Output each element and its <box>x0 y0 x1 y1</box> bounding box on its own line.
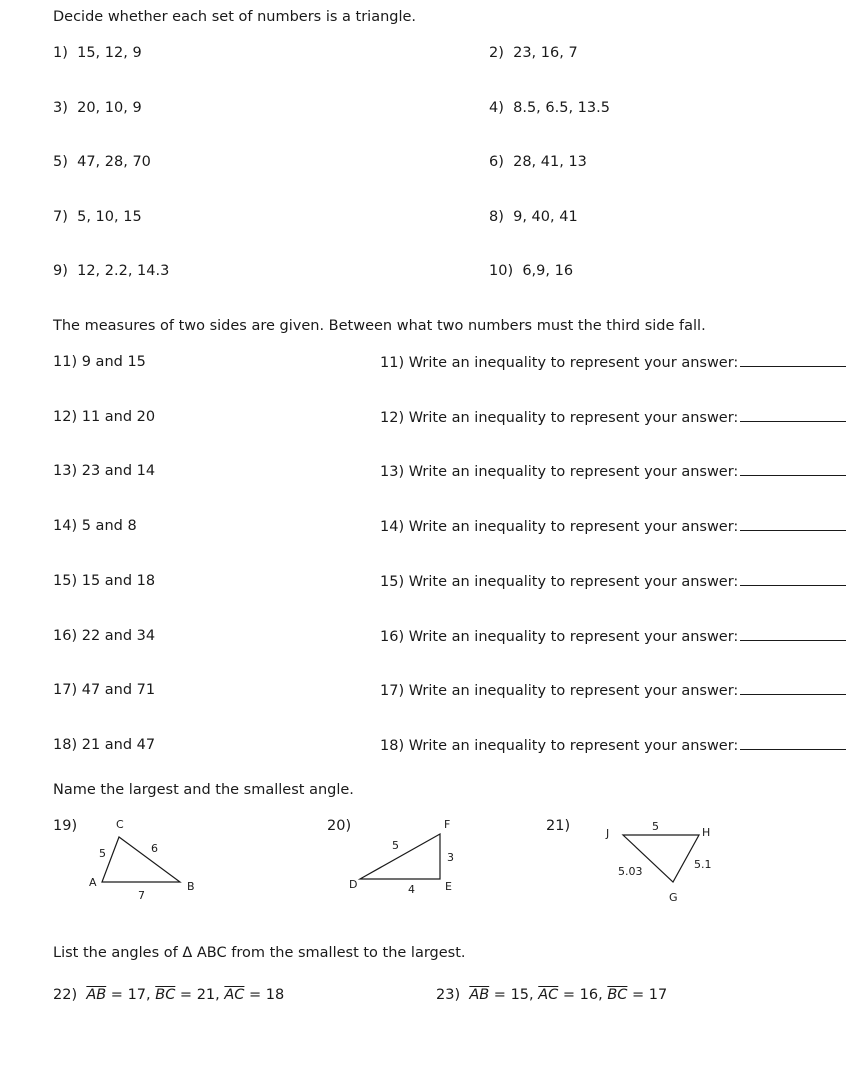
side-ac-label: 5 <box>99 847 106 860</box>
inequality-prompt <box>380 737 846 754</box>
triangle-abc <box>102 837 180 882</box>
problem-values: 47, 28, 70 <box>77 154 151 170</box>
segment-ab-label: $\overline{AB}$ <box>86 987 107 1003</box>
vertex-c-label: C <box>116 818 124 831</box>
side-pair-problem <box>53 518 137 534</box>
segment-bc-label: $\overline{BC}$ <box>607 987 628 1003</box>
segment-bc-value: = 17 <box>627 987 668 1003</box>
side-pair-values: 5 and 8 <box>81 518 137 535</box>
vertex-h-label: H <box>702 826 711 839</box>
triangle-problem <box>489 45 578 61</box>
problem-number: 15) <box>53 572 78 589</box>
side-jh-label: 5 <box>652 820 659 833</box>
side-fe-label: 3 <box>447 851 454 864</box>
problem-values: 23, 16, 7 <box>513 45 578 61</box>
triangle-problem <box>53 263 169 279</box>
inequality-prompt-text: Write an inequality to represent your answer: <box>408 519 739 536</box>
problem-number: 5) <box>53 154 68 170</box>
triangle-problem <box>489 263 573 279</box>
inequality-prompt <box>380 409 846 426</box>
side-df-label: 5 <box>392 839 399 852</box>
side-de-label: 4 <box>408 883 415 896</box>
triangle-problem <box>53 100 142 116</box>
side-pair-values: 21 and 47 <box>81 736 156 753</box>
inequality-prompt <box>380 354 846 371</box>
inequality-prompt-text: Write an inequality to represent your answer: <box>408 355 739 371</box>
side-pair-values: 9 and 15 <box>81 354 146 370</box>
problem-number: 9) <box>53 263 68 279</box>
answer-blank[interactable] <box>740 518 846 531</box>
triangle-problem <box>53 45 142 61</box>
vertex-a-label: A <box>89 876 97 889</box>
segment-bc-value: = 21, <box>175 987 225 1003</box>
vertex-g-label: G <box>669 891 678 904</box>
answer-blank[interactable] <box>740 354 846 367</box>
problem-number: 12) <box>380 409 405 426</box>
triangle-problem <box>53 154 151 170</box>
problem-number: 6) <box>489 154 504 170</box>
triangle-jhg-figure <box>598 812 728 907</box>
problem-values: 20, 10, 9 <box>77 99 142 116</box>
triangle-problem <box>489 209 578 225</box>
problem-22 <box>53 987 284 1003</box>
section2-instruction: The measures of two sides are given. Between what two numbers must the third side fall. <box>53 318 706 334</box>
vertex-b-label: B <box>187 880 195 893</box>
side-pair-values: 15 and 18 <box>81 572 156 589</box>
side-jg-label: 5.03 <box>618 865 643 878</box>
segment-ac-label: $\overline{AC}$ <box>538 987 559 1003</box>
section4-instruction: List the angles of Δ ABC from the smallest to the largest. <box>53 945 466 961</box>
section1-instruction: Decide whether each set of numbers is a triangle. <box>53 9 417 25</box>
inequality-prompt-text: Write an inequality to represent your answer: <box>408 683 739 700</box>
problem-number: 17) <box>380 683 405 700</box>
vertex-f-label: F <box>444 818 451 831</box>
side-pair-values: 23 and 14 <box>81 463 156 480</box>
problem-20-number: 20) <box>327 818 352 834</box>
triangle-problem <box>489 100 610 116</box>
inequality-prompt <box>380 573 846 590</box>
vertex-e-label: E <box>445 880 452 893</box>
triangle-abc-figure <box>80 812 210 907</box>
side-pair-problem <box>53 354 146 370</box>
side-pair-problem <box>53 463 155 479</box>
problem-values: 12, 2.2, 14.3 <box>77 263 170 279</box>
inequality-prompt <box>380 518 846 535</box>
problem-number: 11) <box>53 354 78 370</box>
problem-values: 15, 12, 9 <box>77 45 142 61</box>
problem-number: 12) <box>53 408 78 425</box>
problem-number: 8) <box>489 208 504 225</box>
problem-values: 28, 41, 13 <box>513 154 587 170</box>
section3-instruction: Name the largest and the smallest angle. <box>53 782 354 798</box>
problem-number: 18) <box>380 737 405 754</box>
problem-19-number: 19) <box>53 818 78 834</box>
problem-number: 16) <box>53 627 78 644</box>
problem-number: 17) <box>53 682 78 699</box>
answer-blank[interactable] <box>740 463 846 476</box>
problem-number: 4) <box>489 99 504 116</box>
segment-ac-label: $\overline{AC}$ <box>224 987 245 1003</box>
inequality-prompt-text: Write an inequality to represent your answer: <box>408 628 739 645</box>
problem-values: 8.5, 6.5, 13.5 <box>513 99 610 116</box>
side-pair-values: 47 and 71 <box>81 682 156 699</box>
problem-number: 3) <box>53 99 68 116</box>
side-pair-problem <box>53 409 155 425</box>
problem-number: 14) <box>53 518 78 535</box>
problem-21-number: 21) <box>546 818 571 834</box>
problem-number: 1) <box>53 45 68 61</box>
answer-blank[interactable] <box>740 737 846 750</box>
problem-number: 16) <box>380 628 405 645</box>
problem-values: 6,9, 16 <box>522 263 574 279</box>
problem-number: 13) <box>53 463 78 480</box>
problem-values: 9, 40, 41 <box>513 208 578 225</box>
problem-number: 11) <box>380 355 405 371</box>
side-pair-problem <box>53 628 155 644</box>
vertex-j-label: J <box>606 827 610 840</box>
inequality-prompt <box>380 628 846 645</box>
inequality-prompt-text: Write an inequality to represent your answer: <box>408 573 739 590</box>
side-pair-values: 22 and 34 <box>81 627 156 644</box>
problem-number: 18) <box>53 736 78 753</box>
problem-number: 10) <box>489 263 514 279</box>
side-hg-label: 5.1 <box>694 858 712 871</box>
side-pair-problem <box>53 573 155 589</box>
segment-ab-value: = 15, <box>489 987 539 1003</box>
problem-number: 13) <box>380 464 405 481</box>
triangle-def-figure <box>340 812 470 907</box>
segment-ac-value: = 16, <box>558 987 608 1003</box>
triangle-problem <box>489 154 587 170</box>
segment-ab-label: $\overline{AB}$ <box>469 987 490 1003</box>
problem-number: 7) <box>53 208 68 225</box>
problem-22-number: 22) <box>53 987 78 1003</box>
inequality-prompt-text: Write an inequality to represent your answer: <box>408 737 739 754</box>
side-ab-label: 7 <box>138 889 145 902</box>
answer-blank[interactable] <box>740 682 846 695</box>
triangle-def <box>360 834 440 879</box>
side-pair-values: 11 and 20 <box>81 408 156 425</box>
segment-ab-value: = 17, <box>106 987 156 1003</box>
problem-number: 15) <box>380 573 405 590</box>
answer-blank[interactable] <box>740 628 846 641</box>
answer-blank[interactable] <box>740 409 846 422</box>
inequality-prompt <box>380 463 846 480</box>
problem-number: 2) <box>489 45 504 61</box>
vertex-d-label: D <box>349 878 358 891</box>
triangle-problem <box>53 209 142 225</box>
segment-bc-label: $\overline{BC}$ <box>155 987 176 1003</box>
side-pair-problem <box>53 682 155 698</box>
side-pair-problem <box>53 737 155 753</box>
problem-number: 14) <box>380 519 405 536</box>
problem-values: 5, 10, 15 <box>77 208 142 225</box>
inequality-prompt <box>380 682 846 699</box>
answer-blank[interactable] <box>740 573 846 586</box>
inequality-prompt-text: Write an inequality to represent your answer: <box>408 464 739 481</box>
problem-23 <box>436 987 667 1003</box>
segment-ac-value: = 18 <box>244 987 285 1003</box>
inequality-prompt-text: Write an inequality to represent your answer: <box>408 409 739 426</box>
problem-23-number: 23) <box>436 987 461 1003</box>
side-cb-label: 6 <box>151 842 158 855</box>
